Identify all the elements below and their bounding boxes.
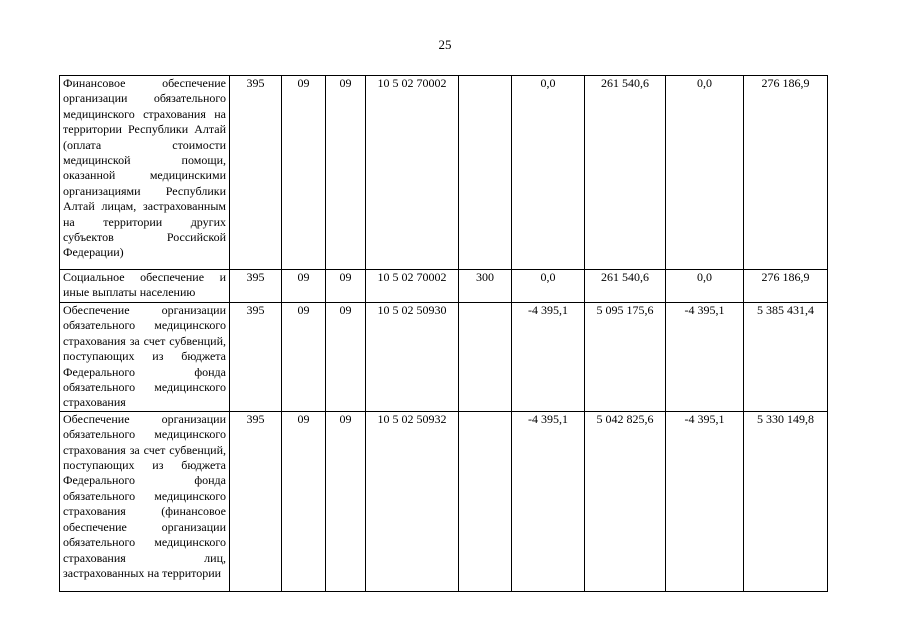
subsection-code-cell: 09 <box>326 411 366 591</box>
amount-total-2-cell: 5 330 149,8 <box>744 411 828 591</box>
amount-total-1-cell: 5 042 825,6 <box>585 411 666 591</box>
section-code-cell: 09 <box>282 270 326 303</box>
target-article-cell: 10 5 02 50930 <box>366 303 459 412</box>
amount-change-2-cell: -4 395,1 <box>666 303 744 412</box>
subsection-code-cell: 09 <box>326 76 366 270</box>
table-row <box>60 76 828 270</box>
table-row <box>60 303 828 412</box>
section-code-cell: 09 <box>282 303 326 412</box>
section-code-cell: 09 <box>282 411 326 591</box>
table-row <box>60 270 828 303</box>
row-name-cell: Обеспечение организации обязательного медицинского страхования за счет субвенций, поступающих из бюджета Федерального фонда обязательного медицинского страхования (финансовое обеспечение организации обязательного медицинского страхования лиц, застрахованных на территории <box>60 411 230 591</box>
grbs-code-cell: 395 <box>230 411 282 591</box>
amount-total-1-cell: 261 540,6 <box>585 270 666 303</box>
expense-type-cell <box>459 411 512 591</box>
section-code-cell: 09 <box>282 76 326 270</box>
amount-change-1-cell: 0,0 <box>512 76 585 270</box>
amount-total-1-cell: 5 095 175,6 <box>585 303 666 412</box>
expense-type-cell <box>459 303 512 412</box>
expense-type-cell: 300 <box>459 270 512 303</box>
row-name-cell: Финансовое обеспечение организации обязательного медицинского страхования на территории Республики Алтай (оплата стоимости медицинской помощи, оказанной медицинскими организациями Республики Алтай лицам, застрахованным на территории других субъектов Российской Федерации) <box>60 76 230 270</box>
amount-change-1-cell: 0,0 <box>512 270 585 303</box>
amount-total-1-cell: 261 540,6 <box>585 76 666 270</box>
target-article-cell: 10 5 02 70002 <box>366 270 459 303</box>
expense-type-cell <box>459 76 512 270</box>
amount-change-1-cell: -4 395,1 <box>512 411 585 591</box>
subsection-code-cell: 09 <box>326 303 366 412</box>
target-article-cell: 10 5 02 50932 <box>366 411 459 591</box>
row-name-cell: Социальное обеспечение и иные выплаты населению <box>60 270 230 303</box>
budget-table <box>59 75 828 592</box>
amount-change-2-cell: 0,0 <box>666 76 744 270</box>
subsection-code-cell: 09 <box>326 270 366 303</box>
amount-total-2-cell: 276 186,9 <box>744 270 828 303</box>
table-row <box>60 411 828 591</box>
amount-change-2-cell: 0,0 <box>666 270 744 303</box>
page-number: 25 <box>438 37 452 52</box>
amount-total-2-cell: 276 186,9 <box>744 76 828 270</box>
grbs-code-cell: 395 <box>230 76 282 270</box>
grbs-code-cell: 395 <box>230 270 282 303</box>
target-article-cell: 10 5 02 70002 <box>366 76 459 270</box>
amount-change-1-cell: -4 395,1 <box>512 303 585 412</box>
amount-change-2-cell: -4 395,1 <box>666 411 744 591</box>
row-name-cell: Обеспечение организации обязательного медицинского страхования за счет субвенций, поступающих из бюджета Федерального фонда обязательного медицинского страхования <box>60 303 230 412</box>
amount-total-2-cell: 5 385 431,4 <box>744 303 828 412</box>
grbs-code-cell: 395 <box>230 303 282 412</box>
